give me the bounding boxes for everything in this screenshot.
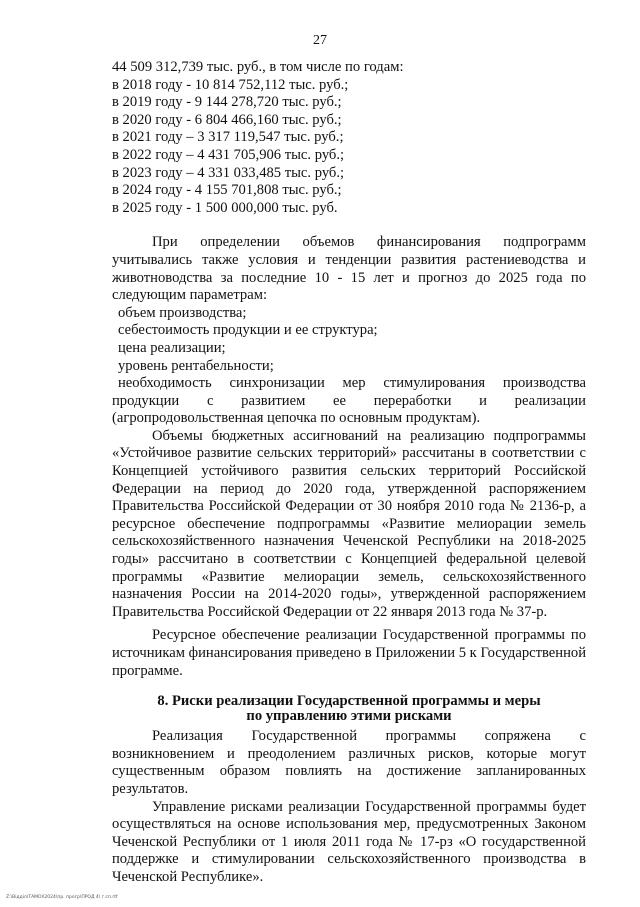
section-heading-line: 8. Риски реализации Государственной программы и меры <box>157 693 541 710</box>
paragraph-risks: Реализация Государственной программы сопряжена с возникновением и преодолением различных рисков, которые могут существенным образом повлиять на достижение запланированных результатов. <box>112 728 586 797</box>
funding-year-line: в 2025 году - 1 500 000,000 тыс. руб. <box>112 199 338 216</box>
funding-total-line: 44 509 312,739 тыс. руб., в том числе по годам: <box>112 59 404 75</box>
paragraph-budget-allocations: Объемы бюджетных ассигнований на реализацию подпрограммы «Устойчивое развитие сельских территорий» рассчитаны в соответствии с Концепцией устойчивого развития сельских территорий Российской Федерации на период до 2020 года, утвержденной распоряжением Правительства Российской Федерации от 30 ноября 2010 года № 2136-р, а ресурсное обеспечение подпрограммы «Развитие мелиорации земель сельскохозяйственного назначения Чеченской Республики на 2018-2025 годы» рассчитано в соответствии с Концепцией федеральной целевой программы «Развитие мелиорации земель, сельскохозяйственного назначения России на 2014-2020 годы», утвержденной распоряжением Правительства Российской Федерации от 22 января 2013 года № 37-р. <box>112 427 586 620</box>
paragraph-risk-management: Управление рисками реализации Государственной программы будет осуществляться на основе использования мер, предусмотренных Законом Чеченской Республики от 1 июля 2011 года № 17-рз «О государственной поддержке и стимулировании сельскохозяйственного производства в Чеченской Республике». <box>112 798 586 885</box>
funding-year-line: в 2024 году - 4 155 701,808 тыс. руб.; <box>112 182 342 199</box>
funding-amounts-list <box>112 59 586 217</box>
page-number: 27 <box>313 33 327 48</box>
funding-year-line: в 2020 году - 6 804 466,160 тыс. руб.; <box>112 111 342 128</box>
paragraph-synchronization: необходимость синхронизации мер стимулирования производства продукции с развитием ее переработки и реализации (агропродовольственная цепочка по основным продуктам). <box>112 375 586 427</box>
funding-year-line: в 2023 году – 4 331 033,485 тыс. руб.; <box>112 164 345 181</box>
parameter-item: объем производства; <box>118 304 247 321</box>
parameter-item: цена реализации; <box>118 339 226 356</box>
parameter-item: уровень рентабельности; <box>118 357 274 374</box>
section-heading <box>112 694 586 724</box>
section-heading-line: по управлению этими рисками <box>246 708 452 725</box>
parameters-list <box>112 305 586 375</box>
funding-year-line: в 2019 году - 9 144 278,720 тыс. руб.; <box>112 94 342 111</box>
paragraph-financing-criteria: При определении объемов финансирования подпрограмм учитывались также условия и тенденции развития растениеводства и животноводства за последние 10 - 15 лет и прогноз до 2025 года по следующим параметрам: <box>112 234 586 304</box>
funding-year-line: в 2022 году – 4 431 705,906 тыс. руб.; <box>112 146 345 163</box>
paragraph-resource-provision: Ресурсное обеспечение реализации Государственной программы по источникам финансирования приведено в Приложении 5 к Государственной программе. <box>112 627 586 679</box>
funding-year-line: в 2018 году - 10 814 752,112 тыс. руб.; <box>112 76 349 93</box>
page-body <box>112 59 586 887</box>
footer-file-path: Z:\Відділ\ТАМОІ\2024\пр. прогр\ПРОД 4\ г.сп.rtf <box>6 895 118 900</box>
parameter-item: себестоимость продукции и ее структура; <box>118 322 378 339</box>
funding-year-line: в 2021 году – 3 317 119,547 тыс. руб.; <box>112 129 344 146</box>
